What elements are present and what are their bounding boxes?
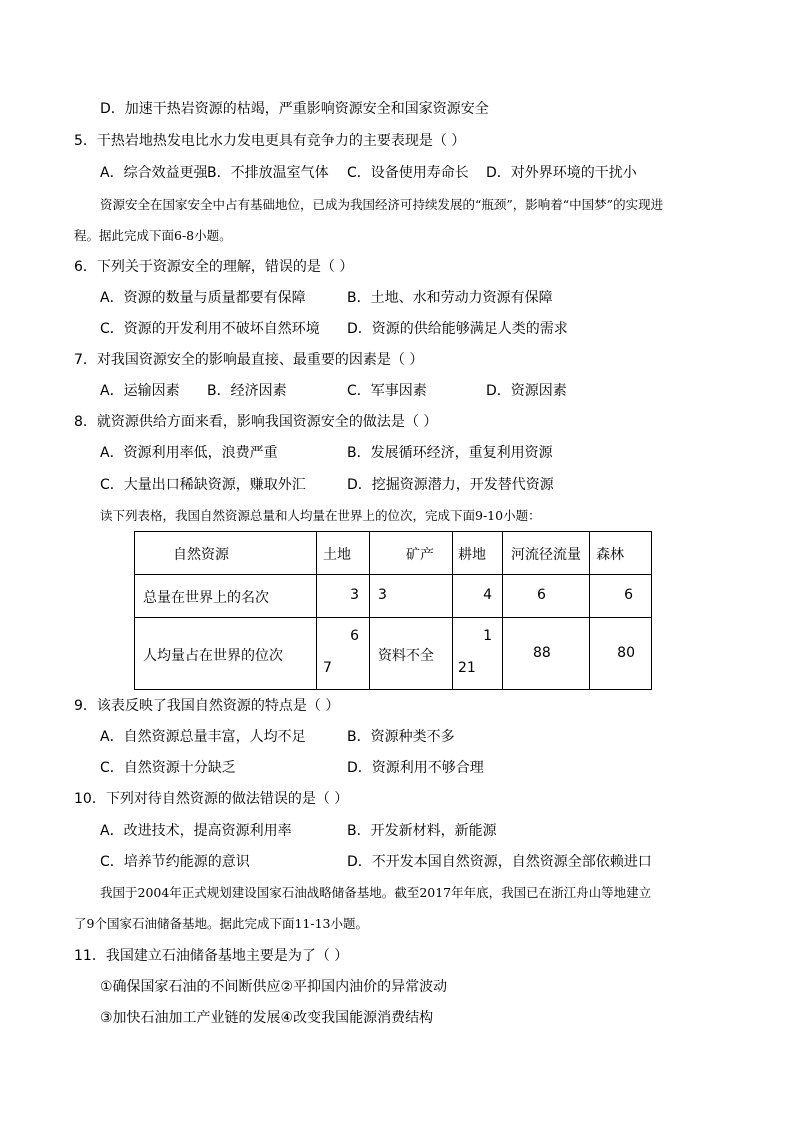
q5-stem: 5．干热岩地热发电比水力发电更具有竞争力的主要表现是（ ） <box>74 133 466 149</box>
header-natural-resource: 自然资源 <box>173 547 229 563</box>
material-11-13-line2: 了9个国家石油储备基地。据此完成下面11-13小题。 <box>74 916 368 931</box>
table-row <box>135 575 652 618</box>
table-header-row <box>135 532 652 575</box>
q8-option-d: D．挖掘资源潜力，开发替代资源 <box>347 477 554 493</box>
q6-option-b: B．土地、水和劳动力资源有保障 <box>347 290 553 306</box>
q5-option-a: A．综合效益更强 <box>100 165 208 181</box>
total-minerals: 3 <box>378 587 387 603</box>
q7-option-a: A．运输因素 <box>100 383 180 399</box>
q9-option-c: C．自然资源十分缺乏 <box>100 760 236 776</box>
table-cell <box>135 575 317 618</box>
q9-option-d: D．资源利用不够合理 <box>347 760 484 776</box>
table-row <box>135 618 652 690</box>
table-cell <box>135 618 317 690</box>
per-capita-land-part2: 7 <box>323 660 332 676</box>
q10-option-d: D．不开发本国自然资源，自然资源全部依赖进口 <box>347 854 652 870</box>
header-minerals: 矿产 <box>406 547 434 563</box>
q6-option-c: C．资源的开发利用不破坏自然环境 <box>100 321 320 337</box>
q7-option-d: D．资源因素 <box>486 383 567 399</box>
total-farmland: 4 <box>483 587 492 603</box>
q8-option-c: C．大量出口稀缺资源，赚取外汇 <box>100 477 306 493</box>
table-header-cell <box>317 532 370 575</box>
q6-stem: 6．下列关于资源安全的理解，错误的是（ ） <box>74 259 354 275</box>
table-cell <box>317 618 370 690</box>
per-capita-farmland-part1: 1 <box>483 628 492 644</box>
q6-option-a: A．资源的数量与质量都要有保障 <box>100 290 306 306</box>
q8-option-a: A．资源利用率低，浪费严重 <box>100 445 278 461</box>
table-header-cell <box>590 532 652 575</box>
table-cell <box>590 575 652 618</box>
per-capita-river-runoff: 88 <box>533 645 551 661</box>
header-farmland: 耕地 <box>458 547 486 563</box>
resource-rank-table <box>134 531 652 690</box>
q9-option-a: A．自然资源总量丰富，人均不足 <box>100 729 306 745</box>
q7-stem: 7．对我国资源安全的影响最直接、最重要的因素是（ ） <box>74 352 424 368</box>
total-forest: 6 <box>624 587 633 603</box>
total-land: 3 <box>350 587 359 603</box>
q10-option-b: B．开发新材料，新能源 <box>347 823 497 839</box>
material-11-13-line1: 我国于2004年正式规划建设国家石油战略储备基地。截至2017年年底，我国已在浙江舟山等地建立 <box>100 885 652 900</box>
q9-stem: 9．该表反映了我国自然资源的特点是（ ） <box>74 698 340 714</box>
table-cell <box>370 575 453 618</box>
q7-option-c: C．军事因素 <box>347 383 427 399</box>
q11-statements-3-4: ③加快石油加工产业链的发展④改变我国能源消费结构 <box>100 1010 434 1026</box>
material-6-8-line2: 程。据此完成下面6-8小题。 <box>74 228 232 243</box>
q10-option-c: C．培养节约能源的意识 <box>100 854 250 870</box>
q8-option-b: B．发展循环经济，重复利用资源 <box>347 445 553 461</box>
table-cell <box>503 575 590 618</box>
table-cell <box>370 618 453 690</box>
q5-option-c: C．设备使用寿命长 <box>347 165 469 181</box>
table-cell <box>453 618 503 690</box>
header-land: 土地 <box>323 547 351 563</box>
q6-option-d: D．资源的供给能够满足人类的需求 <box>347 321 568 337</box>
q10-option-a: A．改进技术，提高资源利用率 <box>100 823 292 839</box>
q8-stem: 8．就资源供给方面来看，影响我国资源安全的做法是（ ） <box>74 414 438 430</box>
q10-stem: 10．下列对待自然资源的做法错误的是（ ） <box>74 791 349 807</box>
q5-option-d: D．对外界环境的干扰小 <box>486 165 637 181</box>
per-capita-forest: 80 <box>617 645 635 661</box>
table-header-cell <box>135 532 317 575</box>
table-intro: 读下列表格，我国自然资源总量和人均量在世界上的位次，完成下面9-10小题： <box>100 508 541 523</box>
table-header-cell <box>370 532 453 575</box>
q7-option-b: B．经济因素 <box>207 383 287 399</box>
table-cell <box>503 618 590 690</box>
q11-stem: 11．我国建立石油储备基地主要是为了（ ） <box>74 948 349 964</box>
material-6-8-line1: 资源安全在国家安全中占有基础地位，已成为我国经济可持续发展的“瓶颈”，影响着“中国梦”的实现进 <box>100 197 664 212</box>
per-capita-farmland-part2: 21 <box>458 660 476 676</box>
table-cell <box>453 575 503 618</box>
table-header-cell <box>453 532 503 575</box>
q9-option-b: B．资源种类不多 <box>347 729 455 745</box>
total-river-runoff: 6 <box>537 587 546 603</box>
q5-option-b: B．不排放温室气体 <box>207 165 329 181</box>
header-forest: 森林 <box>596 547 624 563</box>
table-cell <box>590 618 652 690</box>
table-header-cell <box>503 532 590 575</box>
q11-statements-1-2: ①确保国家石油的不间断供应②平抑国内油价的异常波动 <box>100 979 448 995</box>
table-cell <box>317 575 370 618</box>
per-capita-minerals: 资料不全 <box>378 648 434 664</box>
per-capita-land-part1: 6 <box>350 628 359 644</box>
q4-option-d: D．加速干热岩资源的枯竭，严重影响资源安全和国家资源安全 <box>100 101 489 117</box>
row-per-capita-label: 人均量占在世界的位次 <box>143 648 283 664</box>
header-river-runoff: 河流径流量 <box>511 547 581 563</box>
row-total-label: 总量在世界上的名次 <box>143 590 269 606</box>
